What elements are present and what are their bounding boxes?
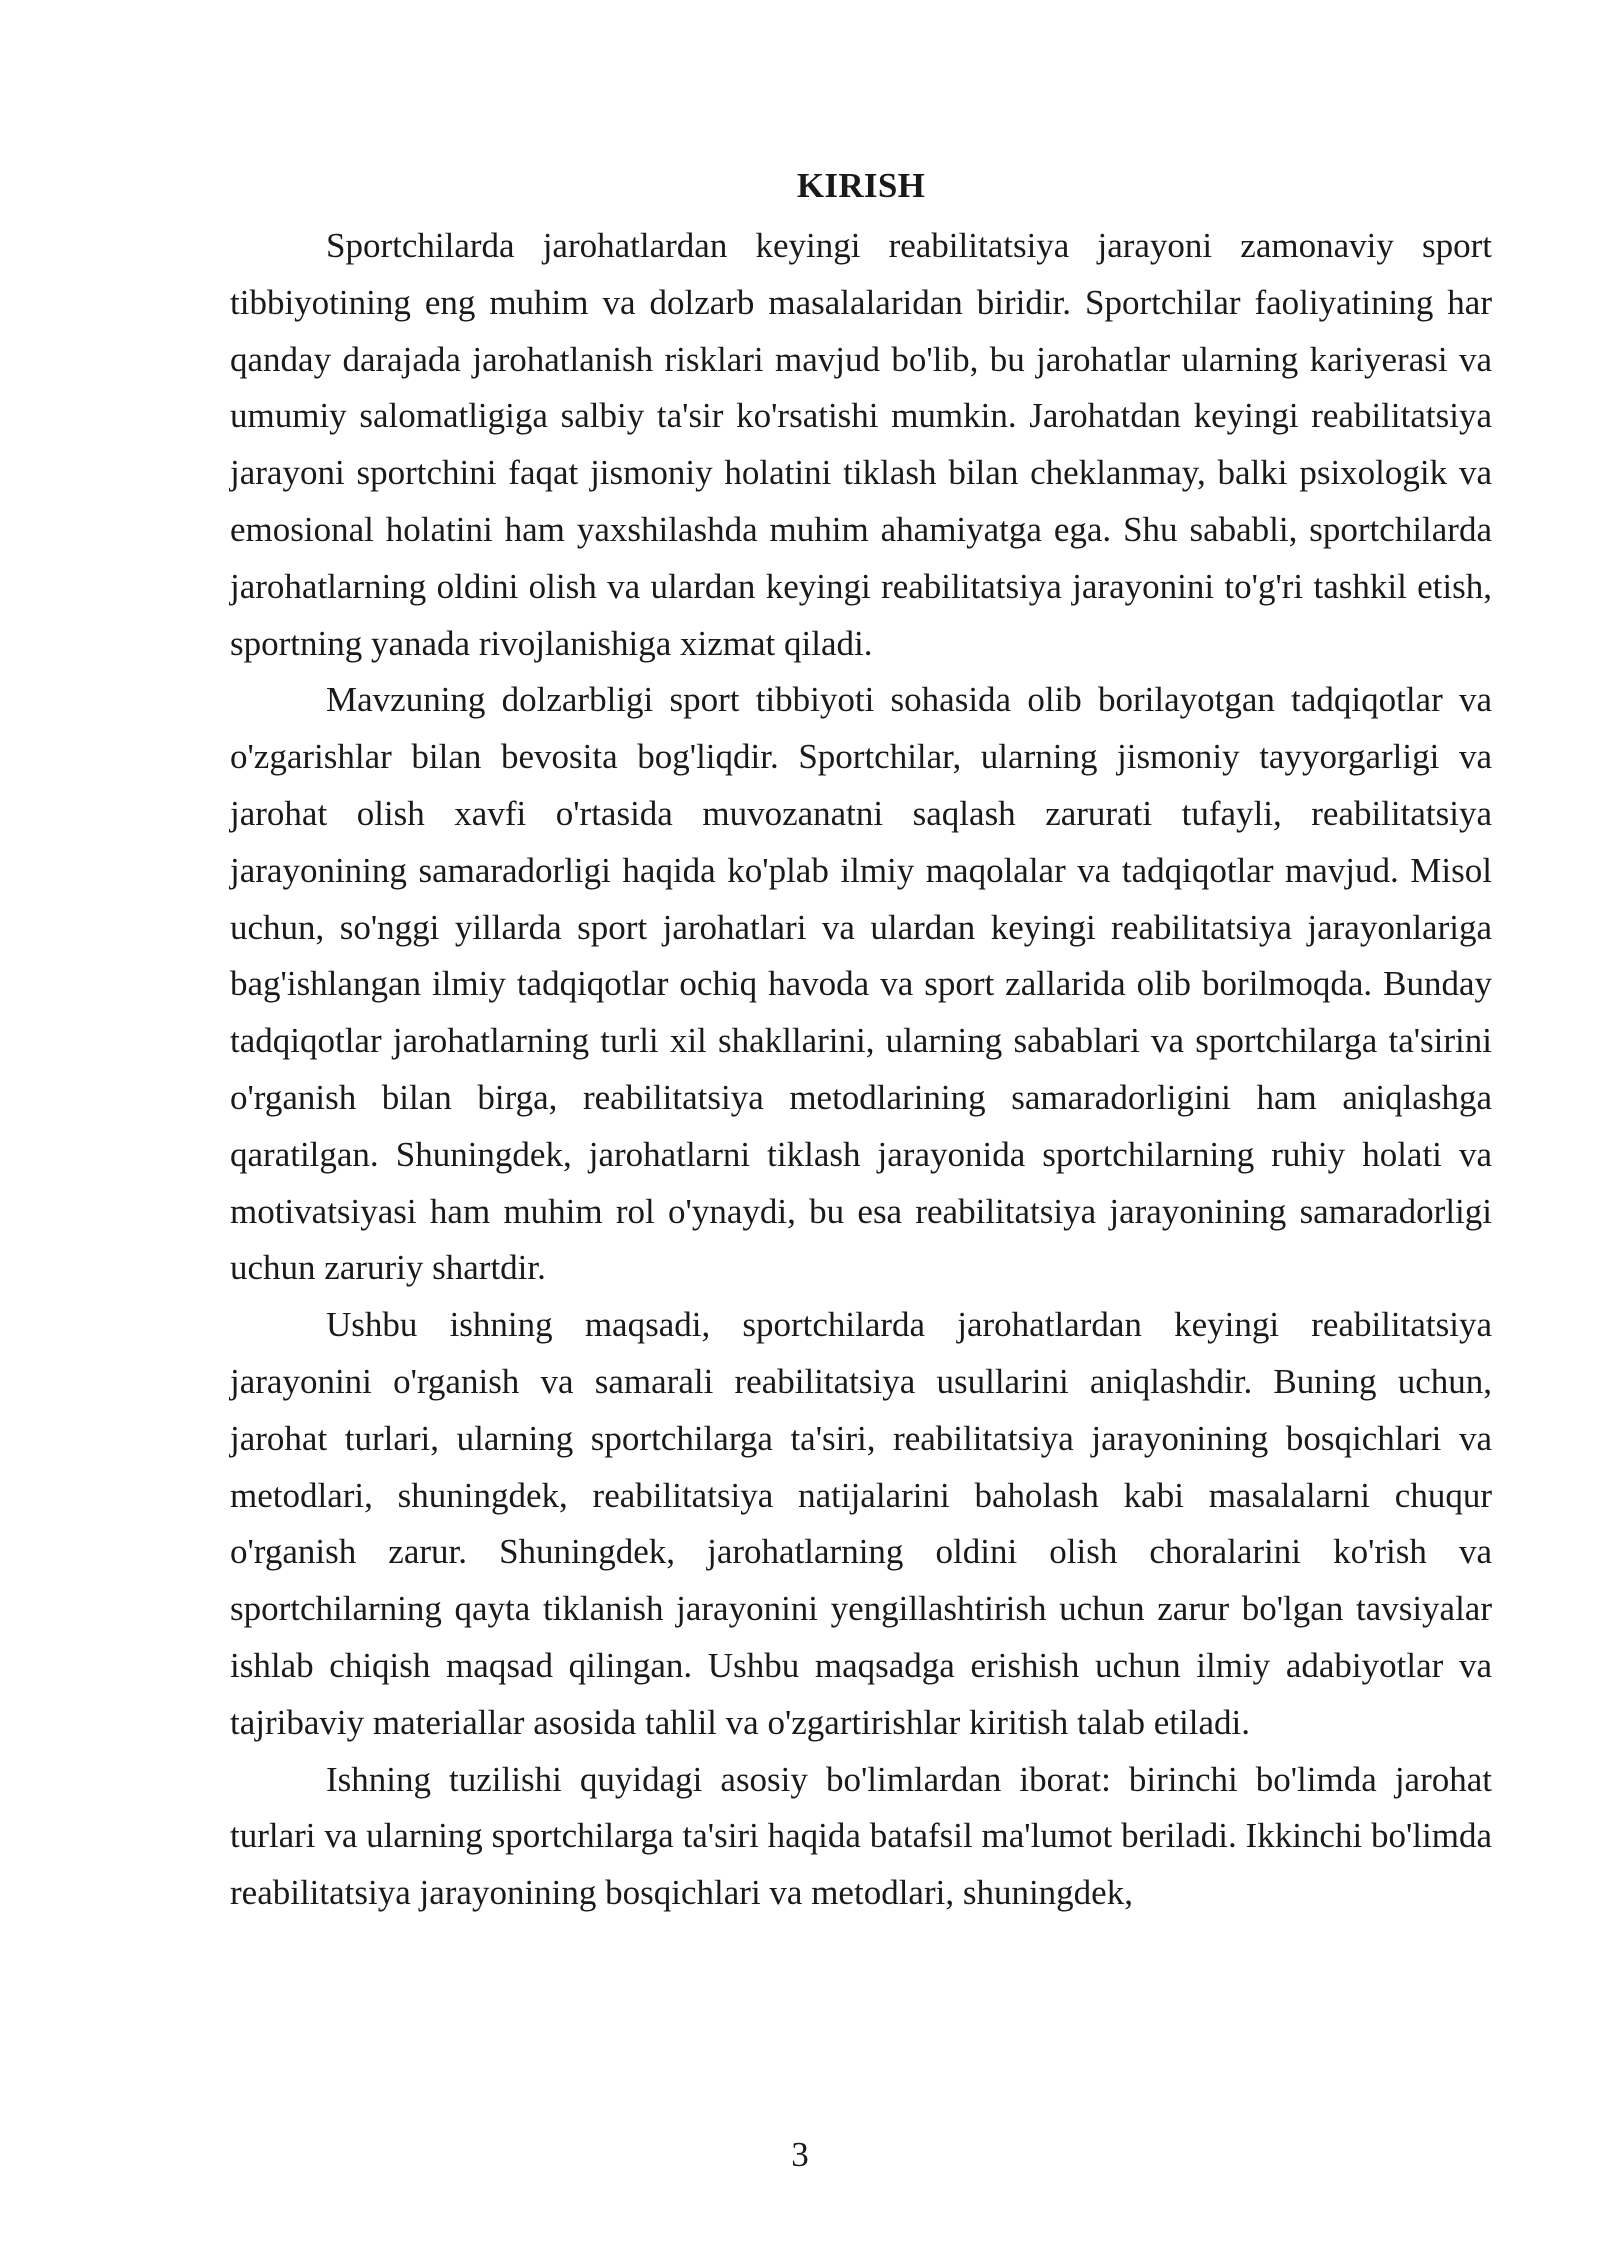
page-number: 3 xyxy=(791,2135,809,2174)
paragraph-structure: Ishning tuzilishi quyidagi asosiy bo'limlardan iborat: birinchi bo'limda jarohat turlari va ularning sportchilarga ta'siri haqida batafsil ma'lumot beriladi. Ikkinchi bo'limda reabilitatsiya jarayonining bosqichlari va metodlari, shuningdek, xyxy=(230,1759,1492,1913)
section-title: KIRISH xyxy=(796,166,926,205)
page-content xyxy=(230,162,1492,1922)
paragraph-relevance: Mavzuning dolzarbligi sport tibbiyoti sohasida olib borilayotgan tadqiqotlar va o'zgarishlar bilan bevosita bog'liqdir. Sportchilar, ularning jismoniy tayyorgarligi va jarohat olish xavfi o'rtasida muvozanatni saqlash zarurati tufayli, reabilitatsiya jarayonining samaradorligi haqida ko'plab ilmiy maqolalar va tadqiqotlar mavjud. Misol uchun, so'nggi yillarda sport jarohatlari va ulardan keyingi reabilitatsiya jarayonlariga bag'ishlangan ilmiy tadqiqotlar ochiq havoda va sport zallarida olib borilmoqda. Bunday tadqiqotlar jarohatlarning turli xil shakllarini, ularning sabablari va sportchilarga ta'sirini o'rganish bilan birga, reabilitatsiya metodlarining samaradorligini ham aniqlashga qaratilgan. Shuningdek, jarohatlarni tiklash jarayonida sportchilarning ruhiy holati va motivatsiyasi ham muhim rol o'ynaydi, bu esa reabilitatsiya jarayonining samaradorligi uchun zaruriy shartdir. xyxy=(230,680,1492,1288)
paragraph-goal: Ushbu ishning maqsadi, sportchilarda jarohatlardan keyingi reabilitatsiya jarayonini o'rganish va samarali reabilitatsiya usullarini aniqlashdir. Buning uchun, jarohat turlari, ularning sportchilarga ta'siri, reabilitatsiya jarayonining bosqichlari va metodlari, shuningdek, reabilitatsiya natijalarini baholash kabi masalalarni chuqur o'rganish zarur. Shuningdek, jarohatlarning oldini olish choralarini ko'rish va sportchilarning qayta tiklanish jarayonini yengillashtirish uchun zarur bo'lgan tavsiyalar ishlab chiqish maqsad qilingan. Ushbu maqsadga erishish uchun ilmiy adabiyotlar va tajribaviy materiallar asosida tahlil va o'zgartirishlar kiritish talab etiladi. xyxy=(230,1305,1492,1742)
paragraph-introduction: Sportchilarda jarohatlardan keyingi reabilitatsiya jarayoni zamonaviy sport tibbiyotining eng muhim va dolzarb masalalaridan biridir. Sportchilar faoliyatining har qanday darajada jarohatlanish risklari mavjud bo'lib, bu jarohatlar ularning kariyerasi va umumiy salomatligiga salbiy ta'sir ko'rsatishi mumkin. Jarohatdan keyingi reabilitatsiya jarayoni sportchini faqat jismoniy holatini tiklash bilan cheklanmay, balki psixologik va emosional holatini ham yaxshilashda muhim ahamiyatga ega. Shu sababli, sportchilarda jarohatlarning oldini olish va ulardan keyingi reabilitatsiya jarayonini to'g'ri tashkil etish, sportning yanada rivojlanishiga xizmat qiladi. xyxy=(230,226,1492,663)
